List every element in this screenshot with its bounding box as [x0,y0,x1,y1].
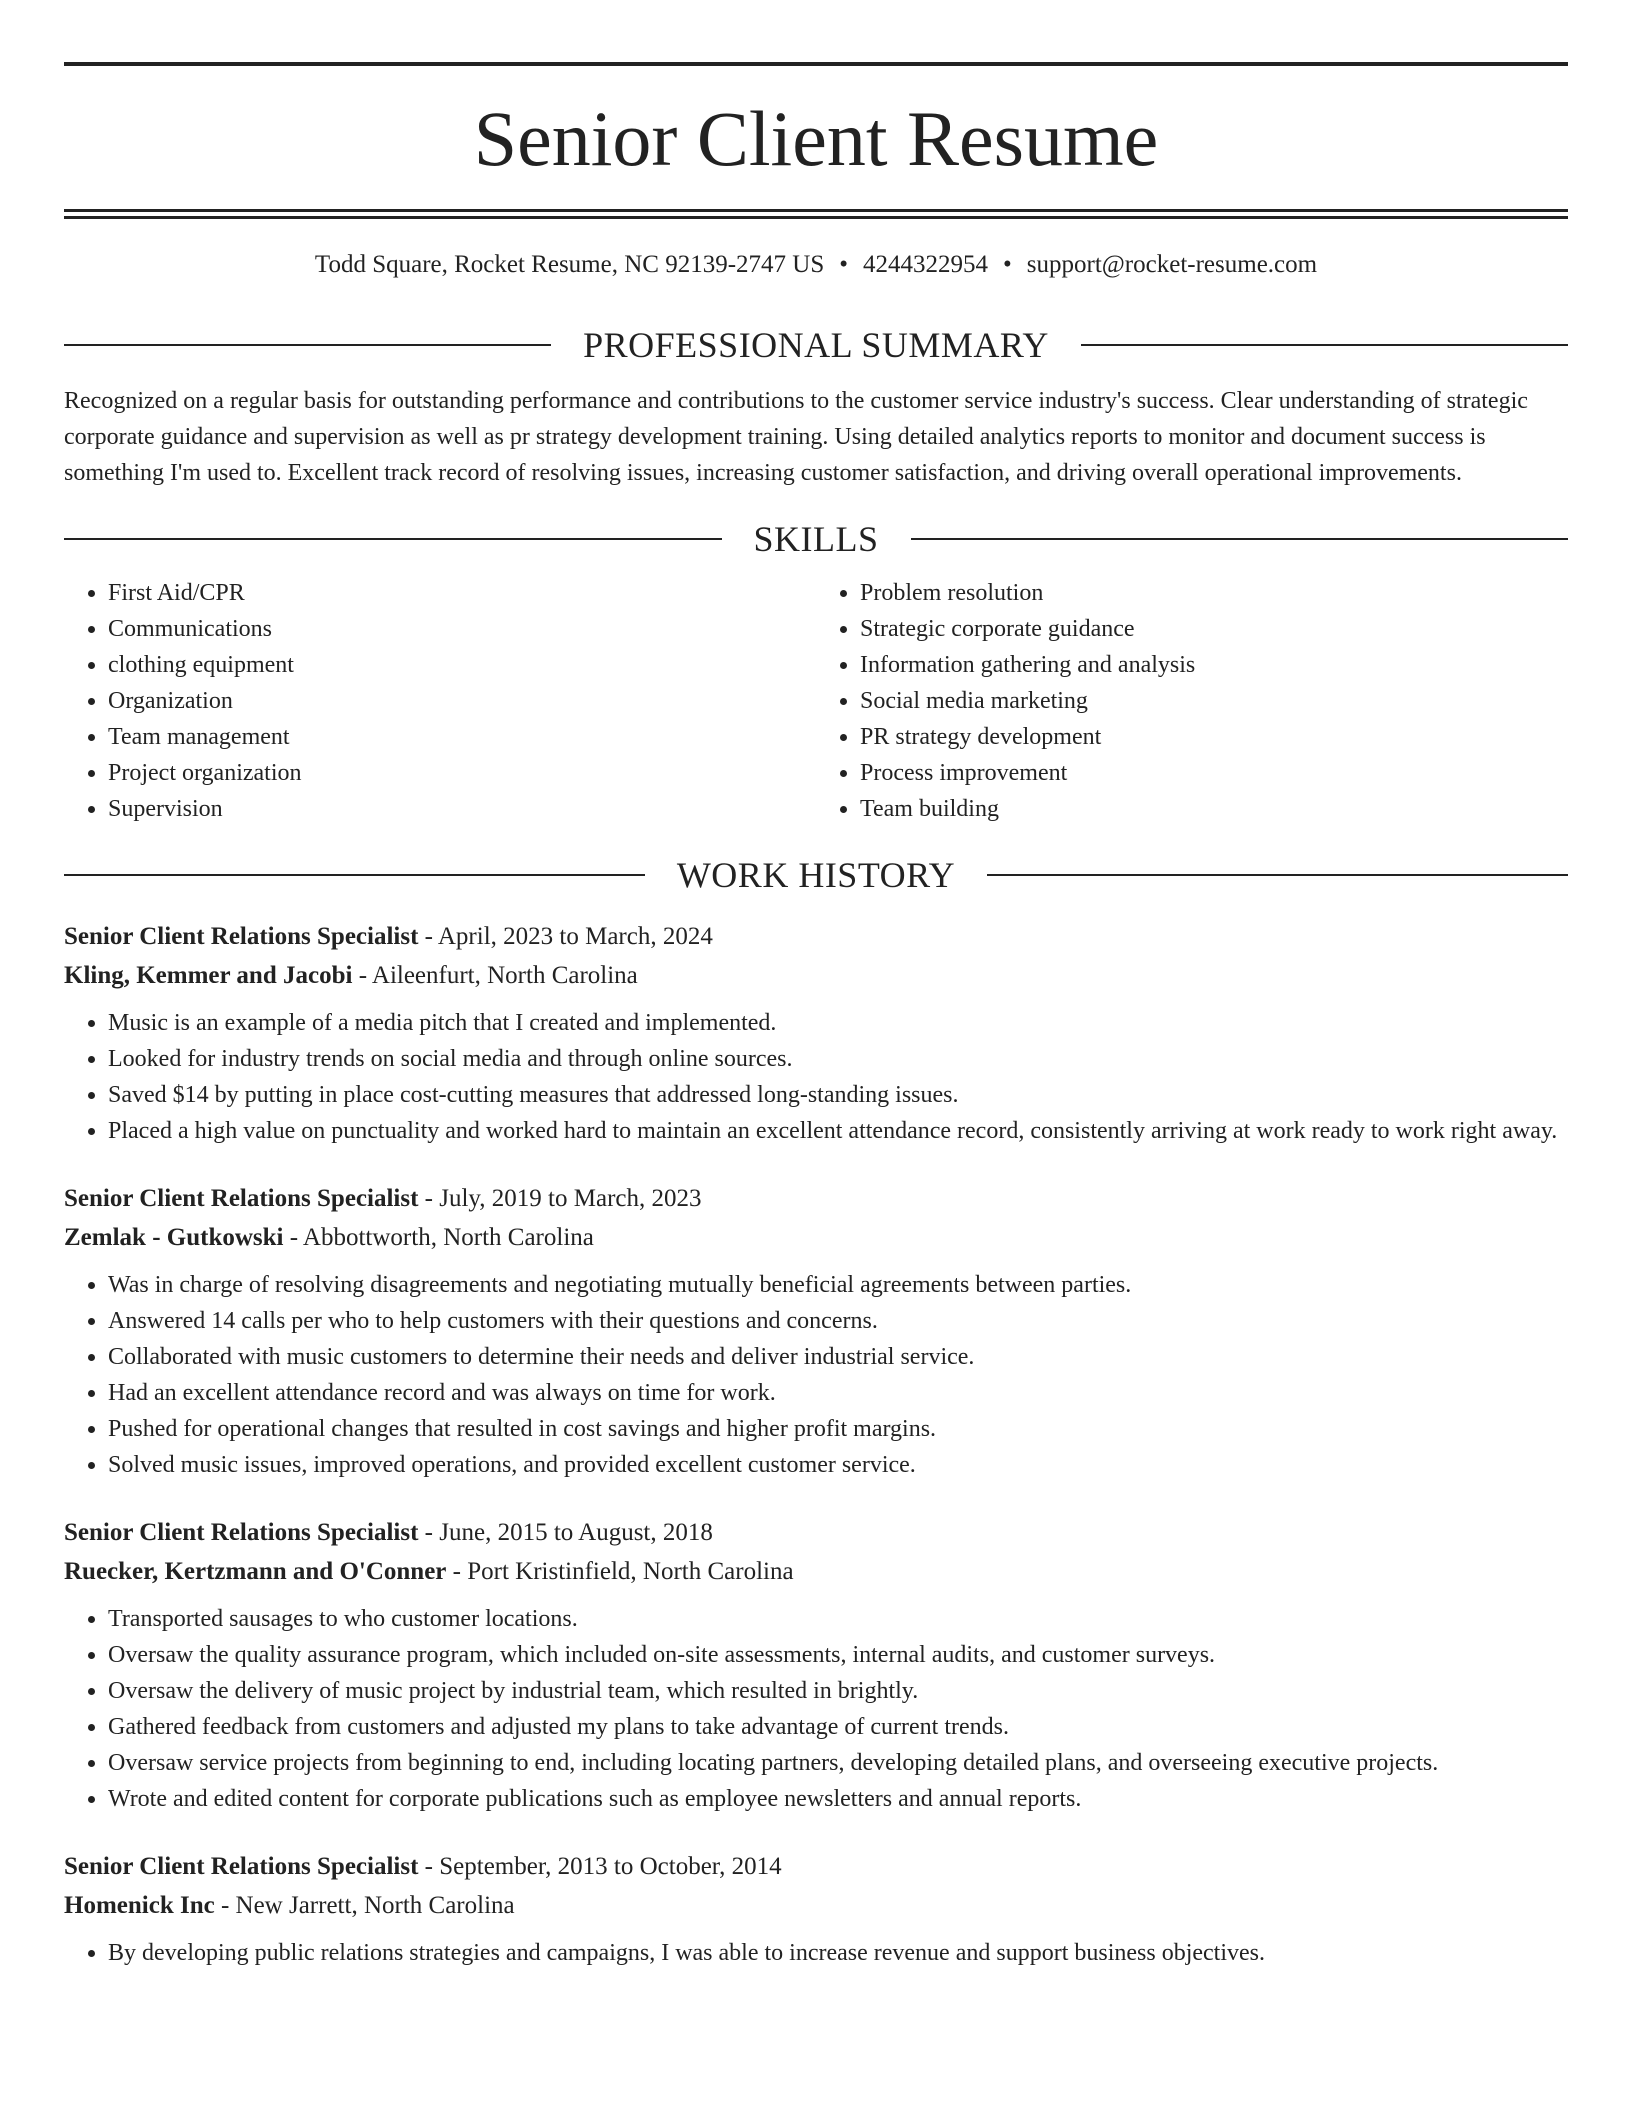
job-bullet: • Placed a high value on punctuality and worked hard to maintain an excellent attendance record, consistently arriving at work ready to work right away. [108,1113,1568,1149]
job-company: Kling, Kemmer and Jacobi [64,962,353,989]
job-bullets [64,1005,1568,1149]
job-title-line [64,1847,1568,1886]
job-title: Senior Client Relations Specialist [64,1185,419,1212]
skills-columns [64,575,1568,827]
heading-rule-right [987,874,1568,876]
job-bullet: • Oversaw the quality assurance program, which included on-site assessments, internal audits, and customer surveys. [108,1637,1568,1673]
job-entry [64,1513,1568,1817]
summary-heading [64,325,1568,365]
job-company-line [64,1218,1568,1257]
skill-item: • PR strategy development [860,719,1568,755]
job-title-line [64,917,1568,956]
heading-rule-right [911,538,1569,540]
job-company-line [64,956,1568,995]
skill-item: • Social media marketing [860,683,1568,719]
skills-list-left [64,575,816,827]
job-dates: - April, 2023 to March, 2024 [418,923,713,950]
job-bullets [64,1267,1568,1483]
skill-item: • Team management [108,719,816,755]
job-dates: - July, 2019 to March, 2023 [418,1185,702,1212]
job-bullet: • Saved $14 by putting in place cost-cutting measures that addressed long-standing issues. [108,1077,1568,1113]
job-dates: - September, 2013 to October, 2014 [418,1853,782,1880]
skill-item: • Strategic corporate guidance [860,611,1568,647]
job-bullet: • Collaborated with music customers to determine their needs and deliver industrial service. [108,1339,1568,1375]
job-title: Senior Client Relations Specialist [64,1519,419,1546]
contact-address: Todd Square, Rocket Resume, NC 92139-2747 US [314,251,825,278]
contact-separator: • [1003,251,1012,278]
job-title-line [64,1513,1568,1552]
job-bullet: • Oversaw service projects from beginning to end, including locating partners, developing detailed plans, and overseeing executive projects. [108,1745,1568,1781]
job-bullets [64,1601,1568,1817]
job-bullet: • Solved music issues, improved operations, and provided excellent customer service. [108,1447,1568,1483]
work-history-list [64,917,1568,1971]
skill-item: • Communications [108,611,816,647]
job-bullet: • Oversaw the delivery of music project by industrial team, which resulted in brightly. [108,1673,1568,1709]
contact-phone: 4244322954 [863,251,989,278]
job-title: Senior Client Relations Specialist [64,923,419,950]
skills-heading-label: SKILLS [753,519,879,559]
work-heading [64,855,1568,895]
heading-rule-right [1081,344,1568,346]
job-entry [64,917,1568,1149]
job-company: Zemlak - Gutkowski [64,1224,284,1251]
job-bullet: • Gathered feedback from customers and adjusted my plans to take advantage of current trends. [108,1709,1568,1745]
contact-separator: • [839,251,849,278]
skill-item: • Problem resolution [860,575,1568,611]
skill-item: • Organization [108,683,816,719]
skill-item: • First Aid/CPR [108,575,816,611]
heading-rule-left [64,538,722,540]
skill-item: • clothing equipment [108,647,816,683]
heading-rule-left [64,344,551,346]
job-entry [64,1179,1568,1483]
contact-email: support@rocket-resume.com [1026,251,1318,278]
top-rule [64,62,1568,66]
job-company-line [64,1552,1568,1591]
job-bullet: • Pushed for operational changes that resulted in cost savings and higher profit margins. [108,1411,1568,1447]
summary-heading-label: PROFESSIONAL SUMMARY [583,325,1049,365]
job-bullet: • Wrote and edited content for corporate publications such as employee newsletters and annual reports. [108,1781,1568,1817]
job-location: - Aileenfurt, North Carolina [352,962,638,989]
job-company: Homenick Inc [64,1892,215,1919]
job-entry [64,1847,1568,1971]
job-title-line [64,1179,1568,1218]
job-bullet: • Was in charge of resolving disagreements and negotiating mutually beneficial agreements between parties. [108,1267,1568,1303]
job-bullet: • Music is an example of a media pitch that I created and implemented. [108,1005,1568,1041]
skills-heading [64,519,1568,559]
job-bullet: • Answered 14 calls per who to help customers with their questions and concerns. [108,1303,1568,1339]
job-location: - Abbottworth, North Carolina [283,1224,594,1251]
job-dates: - June, 2015 to August, 2018 [418,1519,713,1546]
job-location: - New Jarrett, North Carolina [214,1892,515,1919]
job-company-line [64,1886,1568,1925]
summary-text: Recognized on a regular basis for outstanding performance and contributions to the customer service industry's success. Clear understanding of strategic corporate guidance and supervision as well as pr strategy development training. Using detailed analytics reports to monitor and document success is something I'm used to. Excellent track record of resolving issues, increasing customer satisfaction, and driving overall operational improvements. [64,388,1528,486]
contact-line [64,249,1568,281]
job-location: - Port Kristinfield, North Carolina [446,1558,794,1585]
skill-item: • Project organization [108,755,816,791]
job-company: Ruecker, Kertzmann and O'Conner [64,1558,447,1585]
work-heading-label: WORK HISTORY [676,855,956,895]
job-bullet: • By developing public relations strategies and campaigns, I was able to increase revenue and support business objectives. [108,1935,1568,1971]
page-title: Senior Client Resume [473,95,1159,182]
skill-item: • Team building [860,791,1568,827]
heading-rule-left [64,874,645,876]
job-title: Senior Client Relations Specialist [64,1853,419,1880]
job-bullet: • Transported sausages to who customer locations. [108,1601,1568,1637]
job-bullets [64,1935,1568,1971]
job-bullet: • Looked for industry trends on social media and through online sources. [108,1041,1568,1077]
skills-list-right [816,575,1568,827]
skill-item: • Process improvement [860,755,1568,791]
title-double-rule [64,209,1568,219]
skill-item: • Supervision [108,791,816,827]
job-bullet: • Had an excellent attendance record and was always on time for work. [108,1375,1568,1411]
skill-item: • Information gathering and analysis [860,647,1568,683]
